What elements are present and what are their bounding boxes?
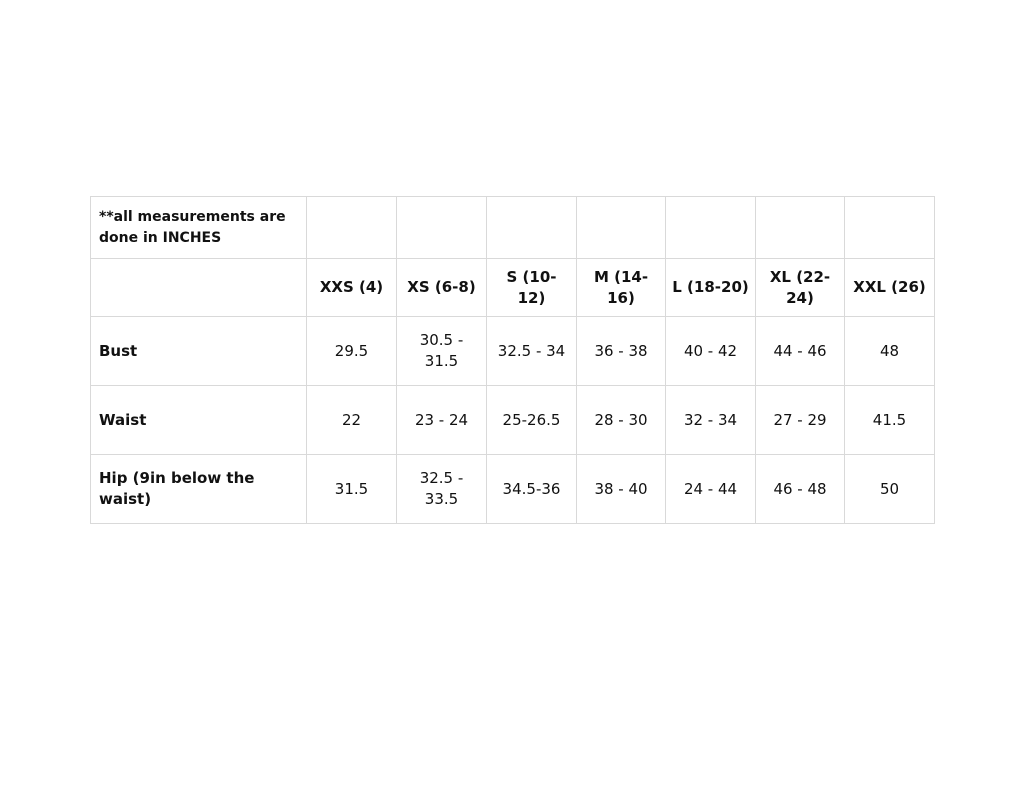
empty-cell xyxy=(756,197,845,259)
size-chart-table xyxy=(90,196,935,524)
table-cell: 40 - 42 xyxy=(666,317,756,386)
table-cell: 32.5 - 34 xyxy=(487,317,577,386)
table-cell: 27 - 29 xyxy=(756,386,845,455)
empty-cell xyxy=(487,197,577,259)
size-header-l: L (18-20) xyxy=(666,259,756,317)
table-cell: 36 - 38 xyxy=(577,317,666,386)
empty-cell xyxy=(307,197,397,259)
row-label-hip: Hip (9in below the waist) xyxy=(91,455,307,524)
table-cell: 32 - 34 xyxy=(666,386,756,455)
row-label-bust: Bust xyxy=(91,317,307,386)
size-header-xxl: XXL (26) xyxy=(845,259,935,317)
size-header-xl: XL (22-24) xyxy=(756,259,845,317)
size-header-row xyxy=(91,259,935,317)
table-cell: 34.5-36 xyxy=(487,455,577,524)
empty-cell xyxy=(666,197,756,259)
note-row xyxy=(91,197,935,259)
table-cell: 46 - 48 xyxy=(756,455,845,524)
empty-cell xyxy=(577,197,666,259)
table-cell: 31.5 xyxy=(307,455,397,524)
empty-header-cell xyxy=(91,259,307,317)
size-header-xs: XS (6-8) xyxy=(397,259,487,317)
table-cell: 38 - 40 xyxy=(577,455,666,524)
table-row-bust xyxy=(91,317,935,386)
table-cell: 23 - 24 xyxy=(397,386,487,455)
table-cell: 32.5 - 33.5 xyxy=(397,455,487,524)
empty-cell xyxy=(397,197,487,259)
table-cell: 30.5 - 31.5 xyxy=(397,317,487,386)
row-label-waist: Waist xyxy=(91,386,307,455)
measurement-note: **all measurements are done in INCHES xyxy=(91,197,307,259)
table-cell: 48 xyxy=(845,317,935,386)
table-row-hip xyxy=(91,455,935,524)
table-row-waist xyxy=(91,386,935,455)
table-cell: 22 xyxy=(307,386,397,455)
size-header-m: M (14-16) xyxy=(577,259,666,317)
size-header-s: S (10-12) xyxy=(487,259,577,317)
table-cell: 29.5 xyxy=(307,317,397,386)
size-header-xxs: XXS (4) xyxy=(307,259,397,317)
table-cell: 44 - 46 xyxy=(756,317,845,386)
table-cell: 24 - 44 xyxy=(666,455,756,524)
empty-cell xyxy=(845,197,935,259)
table-cell: 25-26.5 xyxy=(487,386,577,455)
table-cell: 50 xyxy=(845,455,935,524)
table-cell: 28 - 30 xyxy=(577,386,666,455)
table-cell: 41.5 xyxy=(845,386,935,455)
